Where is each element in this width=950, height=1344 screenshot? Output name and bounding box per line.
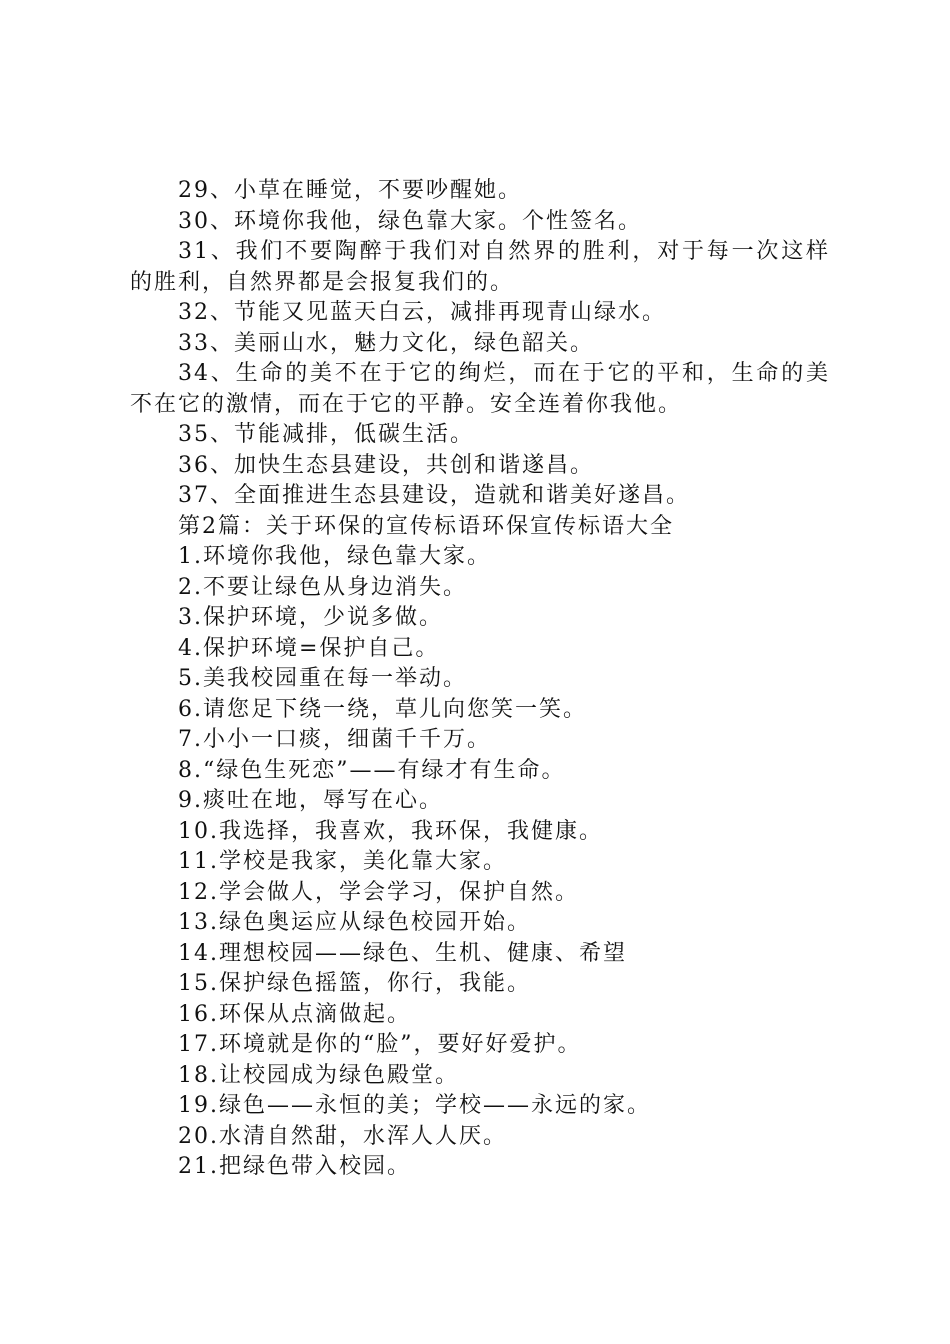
slogan-18: 18.让校园成为绿色殿堂。	[178, 1062, 459, 1088]
paragraph-31: 31、我们不要陶醉于我们对自然界的胜利，对于每一次这样的胜利，自然界都是会报复我们的。	[130, 239, 830, 295]
slogan-13: 13.绿色奥运应从绿色校园开始。	[178, 910, 531, 935]
slogan-1: 1.环境你我他，绿色靠大家。	[178, 544, 491, 569]
paragraph-34: 34、生命的美不在于它的绚烂，而在于它的平和，生命的美不在它的激情，而在于它的平静。安全连着你我他。	[130, 361, 830, 417]
slogan-5: 5.美我校园重在每一举动。	[178, 666, 467, 691]
document-body	[130, 176, 830, 1183]
paragraph-30: 30、环境你我他，绿色靠大家。个性签名。	[178, 208, 642, 234]
paragraph-37: 37、全面推进生态县建设，造就和谐美好遂昌。	[178, 483, 690, 508]
slogan-7: 7.小小一口痰，细菌千千万。	[178, 727, 491, 752]
slogan-11: 11.学校是我家，美化靠大家。	[178, 849, 507, 874]
slogan-4: 4.保护环境=保护自己。	[178, 635, 440, 661]
paragraph-29: 29、小草在睡觉，不要吵醒她。	[178, 178, 522, 203]
slogan-19: 19.绿色——永恒的美；学校——永远的家。	[178, 1093, 651, 1118]
slogan-20: 20.水清自然甜，水浑人人厌。	[178, 1123, 507, 1149]
slogan-6: 6.请您足下绕一绕，草儿向您笑一笑。	[178, 696, 587, 722]
slogan-21: 21.把绿色带入校园。	[178, 1154, 411, 1179]
paragraph-35: 35、节能减排，低碳生活。	[178, 422, 474, 447]
slogan-15: 15.保护绿色摇篮，你行，我能。	[178, 971, 531, 996]
slogan-3: 3.保护环境，少说多做。	[178, 605, 443, 630]
slogan-17: 17.环境就是你的“脸”，要好好爱护。	[178, 1032, 582, 1057]
paragraph-36: 36、加快生态县建设，共创和谐遂昌。	[178, 452, 594, 478]
paragraph-33: 33、美丽山水，魅力文化，绿色韶关。	[178, 330, 594, 356]
slogan-14: 14.理想校园——绿色、生机、健康、希望	[178, 940, 627, 966]
paragraph-32: 32、节能又见蓝天白云，减排再现青山绿水。	[178, 300, 666, 325]
slogan-16: 16.环保从点滴做起。	[178, 1001, 411, 1027]
slogan-2: 2.不要让绿色从身边消失。	[178, 574, 467, 600]
slogan-8: 8.“绿色生死恋”——有绿才有生命。	[178, 757, 566, 783]
slogan-12: 12.学会做人，学会学习，保护自然。	[178, 879, 579, 905]
slogan-10: 10.我选择，我喜欢，我环保，我健康。	[178, 818, 603, 844]
slogan-9: 9.痰吐在地，辱写在心。	[178, 788, 443, 813]
section-heading: 第2篇：关于环保的宣传标语环保宣传标语大全	[178, 513, 674, 539]
